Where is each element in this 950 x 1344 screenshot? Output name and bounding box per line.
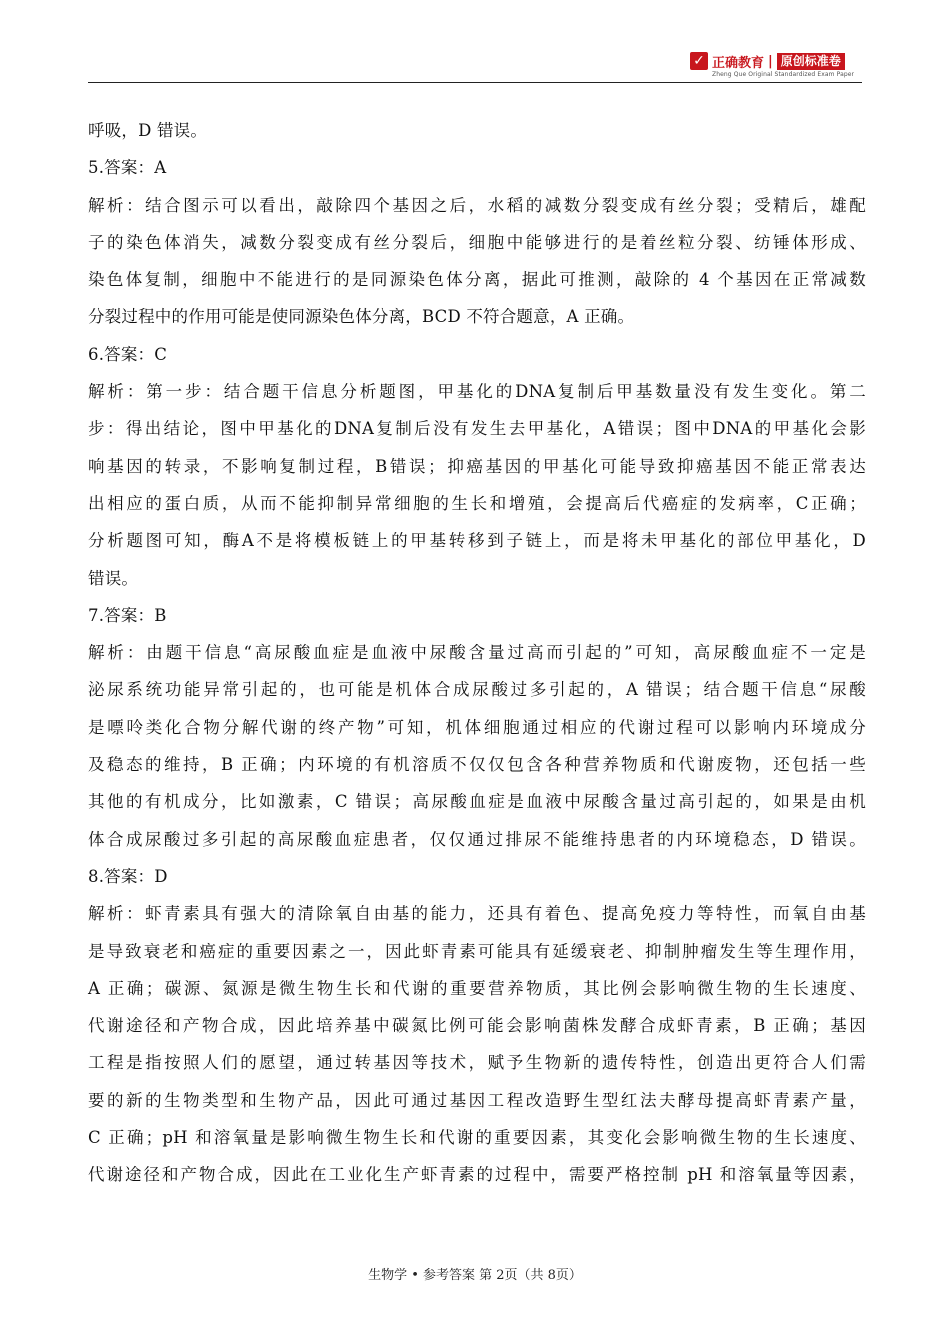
text-line: C 正确；pH 和溶氧量是影响微生物生长和代谢的重要因素，其变化会影响微生物的生长速度、: [88, 1128, 866, 1148]
text-line: 分裂过程中的作用可能是使同源染色体分离，BCD 不符合题意，A 正确。: [88, 307, 635, 327]
text-line: 是导致衰老和癌症的重要因素之一，因此虾青素可能具有延缓衰老、抑制肿瘤发生等生理作用，: [88, 941, 866, 961]
brand-logo-row: [690, 52, 845, 70]
text-line: 8.答案：D: [88, 866, 168, 886]
text-line: 代谢途径和产物合成，因此培养基中碳氮比例可能会影响菌株发酵合成虾青素，B 正确；基因: [88, 1016, 866, 1036]
brand-name: 正确教育: [712, 55, 765, 71]
brand-subtitle: Zheng Que Original Standardized Exam Paper: [712, 71, 855, 78]
brand-logo: [690, 52, 868, 80]
header-divider: [88, 82, 862, 83]
text-line: 泌尿系统功能异常引起的，也可能是机体合成尿酸过多引起的，A 错误；结合题干信息“尿酸: [88, 680, 866, 700]
text-line: 响基因的转录，不影响复制过程，B错误；抑癌基因的甲基化可能导致抑癌基因不能正常表达: [88, 456, 866, 476]
brand-separator: |: [768, 53, 773, 69]
text-line: 及稳态的维持，B 正确；内环境的有机溶质不仅仅包含各种营养物质和代谢废物，还包括一些: [88, 755, 866, 775]
check-icon: ✓: [690, 52, 708, 70]
text-line: 解析：由题干信息“高尿酸血症是血液中尿酸含量过高而引起的”可知，高尿酸血症不一定是: [88, 643, 866, 663]
page-footer: 生物学 • 参考答案 第 2页（共 8页）: [368, 1268, 582, 1283]
text-line: 要的新的生物类型和生物产品，因此可通过基因工程改造野生型红法夫酵母提高虾青素产量，: [88, 1090, 866, 1110]
text-line: 染色体复制，细胞中不能进行的是同源染色体分离，据此可推测，敲除的 4 个基因在正常减数: [88, 270, 866, 290]
text-line: 出相应的蛋白质，从而不能抑制异常细胞的生长和增殖，会提高后代癌症的发病率，C正确；: [88, 493, 866, 513]
text-line: 7.答案：B: [88, 605, 167, 625]
text-line: 解析：结合图示可以看出，敲除四个基因之后，水稻的减数分裂变成有丝分裂；受精后，雄配: [88, 195, 866, 215]
text-line: 步：得出结论，图中甲基化的DNA复制后没有发生去甲基化，A错误；图中DNA的甲基化会影: [88, 419, 866, 439]
text-line: 其他的有机成分，比如激素，C 错误；高尿酸血症是血液中尿酸含量过高引起的，如果是由机: [88, 792, 866, 812]
text-line: 解析：第一步：结合题干信息分析题图，甲基化的DNA复制后甲基数量没有发生变化。第二: [88, 382, 866, 402]
text-line: 解析：虾青素具有强大的清除氧自由基的能力，还具有着色、提高免疫力等特性，而氧自由基: [88, 904, 866, 924]
text-line: 代谢途径和产物合成，因此在工业化生产虾青素的过程中，需要严格控制 pH 和溶氧量等因素，: [88, 1165, 866, 1185]
answer-body: [88, 112, 866, 1194]
text-line: 分析题图可知，酶A不是将模板链上的甲基转移到子链上，而是将未甲基化的部位甲基化，D: [88, 531, 866, 551]
text-line: 是嘌呤类化合物分解代谢的终产物”可知，机体细胞通过相应的代谢过程可以影响内环境成分: [88, 717, 866, 737]
text-line: 6.答案：C: [88, 344, 168, 364]
text-line: 5.答案：A: [88, 158, 167, 178]
text-line: 错误。: [88, 568, 139, 588]
brand-tag: 原创标准卷: [777, 53, 845, 70]
text-line: 子的染色体消失，减数分裂变成有丝分裂后，细胞中能够进行的是着丝粒分裂、纺锤体形成、: [88, 232, 866, 252]
text-line: A 正确；碳源、氮源是微生物生长和代谢的重要营养物质，其比例会影响微生物的生长速度、: [88, 978, 866, 998]
text-line: 工程是指按照人们的愿望，通过转基因等技术，赋予生物新的遗传特性，创造出更符合人们需: [88, 1053, 866, 1073]
text-line: 呼吸，D 错误。: [88, 121, 208, 140]
text-line: 体合成尿酸过多引起的高尿酸血症患者，仅仅通过排尿不能维持患者的内环境稳态，D 错误。: [88, 829, 866, 849]
